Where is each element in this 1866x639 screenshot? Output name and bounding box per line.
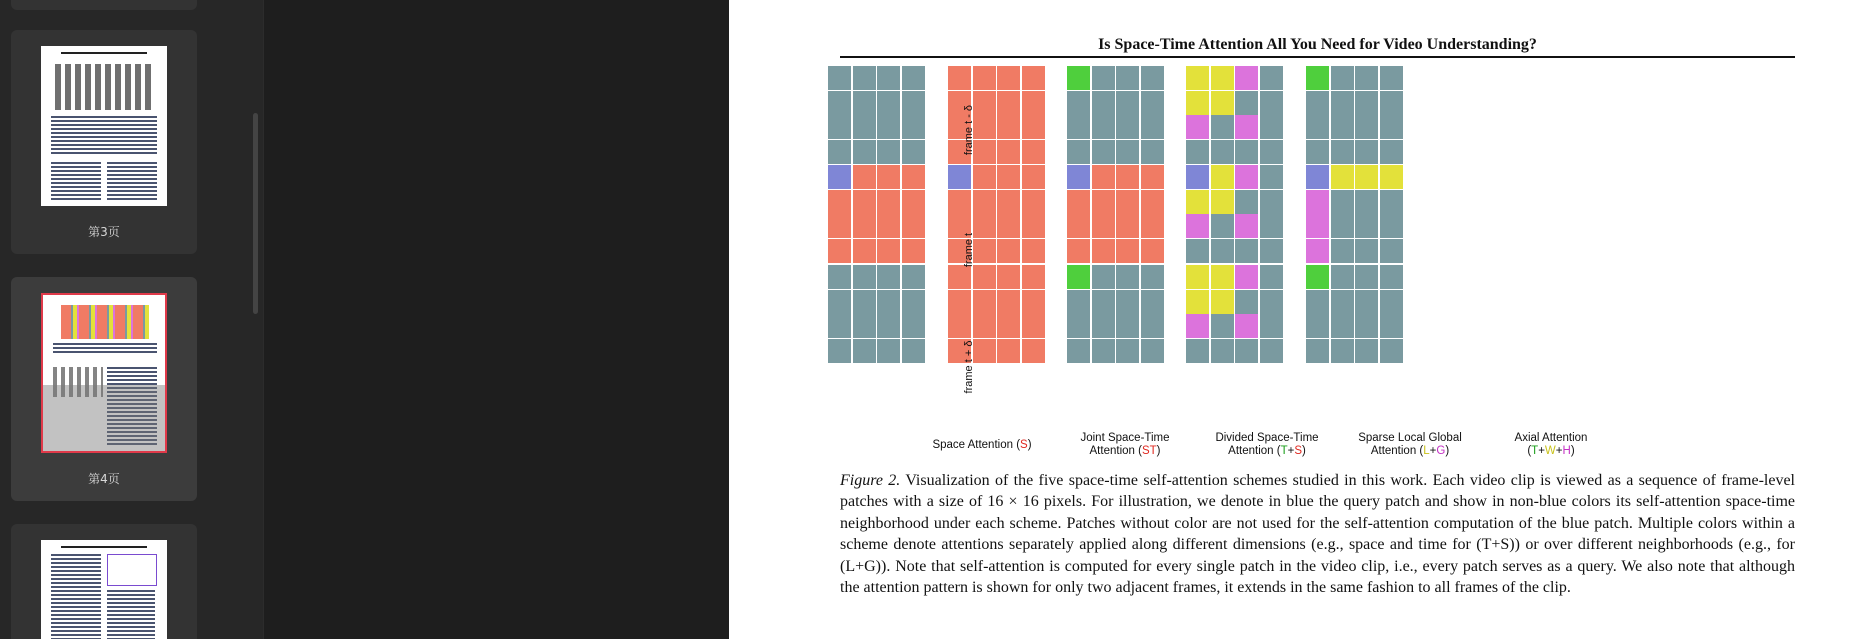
patch-none	[1306, 290, 1329, 314]
scheme-code: ST	[1141, 445, 1157, 457]
patch-none	[1092, 140, 1115, 164]
patch-yellow	[1380, 165, 1403, 189]
patch-none	[1260, 140, 1283, 164]
scheme-label-space: Space Attention (S)	[932, 439, 1032, 451]
patch-none	[1211, 214, 1234, 238]
patch-none	[1380, 290, 1403, 314]
patch-none	[1235, 339, 1258, 363]
patch-red	[997, 140, 1020, 164]
patch-none	[1355, 115, 1378, 139]
thumbnail-card-page4[interactable]	[11, 277, 197, 501]
patch-none	[1306, 314, 1329, 338]
patch-magenta	[1306, 190, 1329, 214]
patch-magenta	[1235, 165, 1258, 189]
patch-none	[877, 339, 900, 363]
patch-none	[1116, 314, 1139, 338]
patch-red	[973, 140, 996, 164]
patch-red	[997, 239, 1020, 263]
thumbnail-card-prev[interactable]	[11, 0, 197, 10]
patch-green	[1067, 265, 1090, 289]
patch-blue	[1067, 165, 1090, 189]
patch-red	[1022, 140, 1045, 164]
patch-red	[973, 290, 996, 314]
patch-none	[1141, 91, 1164, 115]
patch-none	[902, 290, 925, 314]
patch-red	[877, 214, 900, 238]
scheme-code: S	[1020, 439, 1028, 451]
patch-none	[1380, 66, 1403, 90]
patch-red	[1022, 115, 1045, 139]
patch-none	[1067, 339, 1090, 363]
patch-none	[1380, 214, 1403, 238]
patch-none	[1235, 290, 1258, 314]
patch-magenta	[1186, 214, 1209, 238]
patch-none	[1141, 265, 1164, 289]
patch-red	[1116, 239, 1139, 263]
patch-none	[1067, 140, 1090, 164]
patch-red	[828, 239, 851, 263]
patch-none	[1092, 91, 1115, 115]
thumbnail-card-page5[interactable]	[11, 524, 197, 639]
patch-none	[1380, 190, 1403, 214]
patch-red	[853, 165, 876, 189]
patch-none	[1331, 66, 1354, 90]
patch-red	[1022, 290, 1045, 314]
thumbnail-card-page3[interactable]	[11, 30, 197, 254]
patch-none	[902, 314, 925, 338]
thumbnail-page3-image	[41, 46, 167, 206]
patch-magenta	[1235, 314, 1258, 338]
patch-none	[1260, 265, 1283, 289]
patch-none	[853, 339, 876, 363]
patch-none	[1306, 339, 1329, 363]
patch-blue	[1186, 165, 1209, 189]
patch-none	[1067, 290, 1090, 314]
patch-none	[828, 290, 851, 314]
patch-none	[1380, 265, 1403, 289]
title-rule	[840, 56, 1795, 58]
scheme-name: Divided Space-Time	[1215, 432, 1319, 444]
patch-none	[1141, 66, 1164, 90]
patch-none	[1331, 239, 1354, 263]
patch-none	[853, 66, 876, 90]
patch-blue	[828, 165, 851, 189]
patch-green	[1306, 265, 1329, 289]
thumbnail-page4-image	[41, 293, 167, 453]
patch-red	[997, 339, 1020, 363]
patch-none	[828, 265, 851, 289]
patch-none	[1260, 214, 1283, 238]
figure-caption	[840, 470, 1795, 598]
patch-none	[1092, 339, 1115, 363]
scheme-label-sparse: Sparse Local Global Attention (L+G)	[1358, 432, 1462, 457]
patch-red	[902, 239, 925, 263]
patch-magenta	[1235, 115, 1258, 139]
patch-none	[877, 290, 900, 314]
patch-none	[1116, 91, 1139, 115]
scheme-name: Space Attention (	[932, 439, 1021, 451]
patch-red	[1092, 165, 1115, 189]
patch-yellow	[1186, 91, 1209, 115]
patch-red	[853, 214, 876, 238]
patch-none	[1116, 140, 1139, 164]
patch-none	[1211, 339, 1234, 363]
patch-red	[1067, 190, 1090, 214]
patch-none	[1235, 140, 1258, 164]
patch-none	[1355, 290, 1378, 314]
patch-none	[1260, 190, 1283, 214]
patch-none	[902, 339, 925, 363]
patch-none	[1092, 290, 1115, 314]
patch-none	[1380, 239, 1403, 263]
patch-none	[1067, 314, 1090, 338]
patch-none	[1355, 66, 1378, 90]
patch-none	[1306, 91, 1329, 115]
patch-red	[1092, 214, 1115, 238]
patch-none	[1306, 140, 1329, 164]
patch-none	[1355, 314, 1378, 338]
patch-none	[1355, 265, 1378, 289]
patch-none	[877, 91, 900, 115]
patch-none	[902, 66, 925, 90]
patch-none	[1355, 339, 1378, 363]
patch-none	[1260, 239, 1283, 263]
patch-red	[973, 115, 996, 139]
patch-red	[1022, 265, 1045, 289]
scheme-code: T+W+H	[1531, 445, 1571, 457]
patch-yellow	[1211, 165, 1234, 189]
patch-none	[828, 140, 851, 164]
patch-none	[1355, 214, 1378, 238]
patch-yellow	[1186, 190, 1209, 214]
patch-red	[1067, 214, 1090, 238]
patch-red	[973, 265, 996, 289]
patch-magenta	[1306, 239, 1329, 263]
patch-red	[973, 214, 996, 238]
thumbnail-label: 第3页	[88, 225, 120, 239]
patch-green	[1306, 66, 1329, 90]
patch-red	[997, 314, 1020, 338]
paper-title: Is Space-Time Attention All You Need for Video Understanding?	[1098, 36, 1537, 53]
patch-none	[1355, 91, 1378, 115]
scheme-name: Axial Attention	[1514, 432, 1588, 444]
patch-red	[902, 214, 925, 238]
patch-none	[1331, 314, 1354, 338]
patch-none	[1235, 239, 1258, 263]
scheme-name: Joint Space-Time	[1080, 432, 1170, 444]
patch-red	[1022, 66, 1045, 90]
patch-none	[853, 140, 876, 164]
patch-none	[1331, 339, 1354, 363]
patch-none	[828, 115, 851, 139]
patch-red	[1092, 190, 1115, 214]
patch-red	[853, 190, 876, 214]
patch-blue	[1306, 165, 1329, 189]
patch-none	[1211, 115, 1234, 139]
patch-none	[1331, 140, 1354, 164]
patch-none	[1260, 314, 1283, 338]
patch-red	[1022, 190, 1045, 214]
patch-red	[997, 214, 1020, 238]
patch-yellow	[1211, 66, 1234, 90]
patch-red	[828, 190, 851, 214]
patch-red	[1141, 165, 1164, 189]
patch-red	[1022, 165, 1045, 189]
patch-none	[1211, 314, 1234, 338]
patch-red	[877, 165, 900, 189]
row-label-frame-t-minus: frame t - δ	[963, 104, 975, 156]
patch-none	[828, 314, 851, 338]
patch-none	[1211, 239, 1234, 263]
patch-magenta	[1306, 214, 1329, 238]
patch-red	[973, 314, 996, 338]
patch-none	[1116, 115, 1139, 139]
sidebar-scrollbar[interactable]	[253, 113, 258, 314]
patch-red	[1116, 165, 1139, 189]
patch-none	[877, 115, 900, 139]
patch-none	[1092, 265, 1115, 289]
patch-none	[1116, 339, 1139, 363]
patch-red	[1141, 214, 1164, 238]
patch-red	[902, 165, 925, 189]
patch-red	[1022, 314, 1045, 338]
patch-none	[1380, 339, 1403, 363]
patch-none	[1186, 339, 1209, 363]
patch-none	[1260, 339, 1283, 363]
patch-red	[997, 265, 1020, 289]
patch-none	[1306, 115, 1329, 139]
patch-none	[1186, 140, 1209, 164]
patch-none	[828, 66, 851, 90]
patch-none	[1116, 290, 1139, 314]
patch-magenta	[1235, 265, 1258, 289]
patch-red	[1092, 239, 1115, 263]
patch-none	[1116, 265, 1139, 289]
patch-none	[1331, 265, 1354, 289]
patch-green	[1067, 66, 1090, 90]
document-page	[729, 0, 1866, 639]
patch-red	[973, 165, 996, 189]
patch-none	[853, 115, 876, 139]
patch-red	[1022, 91, 1045, 115]
patch-none	[853, 265, 876, 289]
patch-none	[877, 265, 900, 289]
patch-none	[1355, 190, 1378, 214]
patch-yellow	[1355, 165, 1378, 189]
patch-none	[1331, 115, 1354, 139]
patch-none	[1211, 140, 1234, 164]
patch-none	[1380, 91, 1403, 115]
patch-none	[1331, 190, 1354, 214]
patch-none	[1141, 140, 1164, 164]
patch-none	[1260, 290, 1283, 314]
patch-red	[877, 239, 900, 263]
patch-none	[1260, 115, 1283, 139]
patch-none	[828, 339, 851, 363]
patch-yellow	[1211, 290, 1234, 314]
patch-red	[973, 239, 996, 263]
patch-red	[877, 190, 900, 214]
patch-none	[1260, 66, 1283, 90]
patch-red	[973, 66, 996, 90]
patch-none	[1067, 91, 1090, 115]
thumbnail-page5-image	[41, 540, 167, 639]
scheme-name: Sparse Local Global	[1358, 432, 1462, 444]
patch-red	[997, 165, 1020, 189]
patch-none	[1380, 314, 1403, 338]
empty-pane	[263, 0, 730, 639]
patch-none	[1355, 239, 1378, 263]
patch-none	[1235, 190, 1258, 214]
scheme-label-joint: Joint Space-Time Attention (ST)	[1080, 432, 1170, 457]
patch-none	[1186, 239, 1209, 263]
scheme-label-axial: Axial Attention (T+W+H)	[1514, 432, 1588, 457]
patch-none	[1331, 214, 1354, 238]
row-label-frame-t: frame t	[963, 232, 975, 268]
patch-red	[1067, 239, 1090, 263]
thumbnail-label: 第4页	[88, 472, 120, 486]
patch-none	[1092, 314, 1115, 338]
patch-red	[1141, 239, 1164, 263]
patch-red	[997, 66, 1020, 90]
patch-none	[1141, 314, 1164, 338]
patch-yellow	[1211, 190, 1234, 214]
patch-red	[997, 115, 1020, 139]
patch-red	[1116, 214, 1139, 238]
patch-yellow	[1211, 265, 1234, 289]
patch-magenta	[1235, 214, 1258, 238]
patch-red	[997, 290, 1020, 314]
patch-none	[1260, 165, 1283, 189]
patch-red	[973, 91, 996, 115]
patch-none	[1067, 115, 1090, 139]
patch-red	[902, 190, 925, 214]
scheme-code: T+S	[1280, 445, 1302, 457]
patch-none	[1141, 290, 1164, 314]
patch-none	[853, 314, 876, 338]
patch-yellow	[1186, 290, 1209, 314]
patch-magenta	[1235, 66, 1258, 90]
patch-none	[877, 66, 900, 90]
scheme-code: L+G	[1423, 445, 1446, 457]
patch-yellow	[1186, 66, 1209, 90]
patch-red	[1022, 239, 1045, 263]
patch-yellow	[1331, 165, 1354, 189]
patch-none	[1380, 115, 1403, 139]
patch-red	[1022, 339, 1045, 363]
patch-none	[1331, 91, 1354, 115]
scheme-label-divided: Divided Space-Time Attention (T+S)	[1215, 432, 1319, 457]
patch-none	[902, 140, 925, 164]
caption-figure-number: Figure 2.	[840, 472, 901, 489]
patch-none	[902, 265, 925, 289]
patch-none	[1092, 66, 1115, 90]
patch-none	[1141, 115, 1164, 139]
caption-text: Visualization of the five space-time self-attention schemes studied in this work. Each video clip is viewed as a sequence of frame-level patches with a size of 16 × 16 pixels. For illustration, we denote in blue the query patch and show in non-blue colors its self-attention space-time neighborhood under each scheme. Patches without color are not used for the self-attention computation of the blue patch. Multiple colors within a scheme denote attentions separately applied along different dimensions (e.g., space and time for (T+S)) or over different neighborhoods (e.g., for (L+G)). Note that self-attention is computed for every single patch in the video clip, i.e., every patch serves as a query. We also note that although the attention pattern is shown for only two adjacent frames, it extends in the same fashion to all frames of the clip.	[840, 472, 1796, 597]
patch-red	[973, 190, 996, 214]
patch-none	[1235, 91, 1258, 115]
patch-magenta	[1186, 115, 1209, 139]
patch-red	[1141, 190, 1164, 214]
patch-none	[902, 115, 925, 139]
patch-none	[853, 290, 876, 314]
patch-none	[1331, 290, 1354, 314]
patch-red	[828, 214, 851, 238]
patch-yellow	[1186, 265, 1209, 289]
patch-none	[1116, 66, 1139, 90]
patch-none	[877, 140, 900, 164]
patch-red	[853, 239, 876, 263]
row-label-frame-t-plus: frame t + δ	[963, 340, 975, 394]
patch-red	[997, 91, 1020, 115]
patch-none	[1092, 115, 1115, 139]
patch-magenta	[1186, 314, 1209, 338]
patch-yellow	[1211, 91, 1234, 115]
patch-red	[973, 339, 996, 363]
patch-none	[828, 91, 851, 115]
patch-none	[853, 91, 876, 115]
patch-none	[902, 91, 925, 115]
patch-none	[1355, 140, 1378, 164]
patch-none	[1141, 339, 1164, 363]
thumbnail-sidebar	[0, 0, 263, 639]
patch-none	[1380, 140, 1403, 164]
patch-none	[877, 314, 900, 338]
patch-red	[997, 190, 1020, 214]
patch-red	[1116, 190, 1139, 214]
patch-none	[1260, 91, 1283, 115]
patch-red	[1022, 214, 1045, 238]
